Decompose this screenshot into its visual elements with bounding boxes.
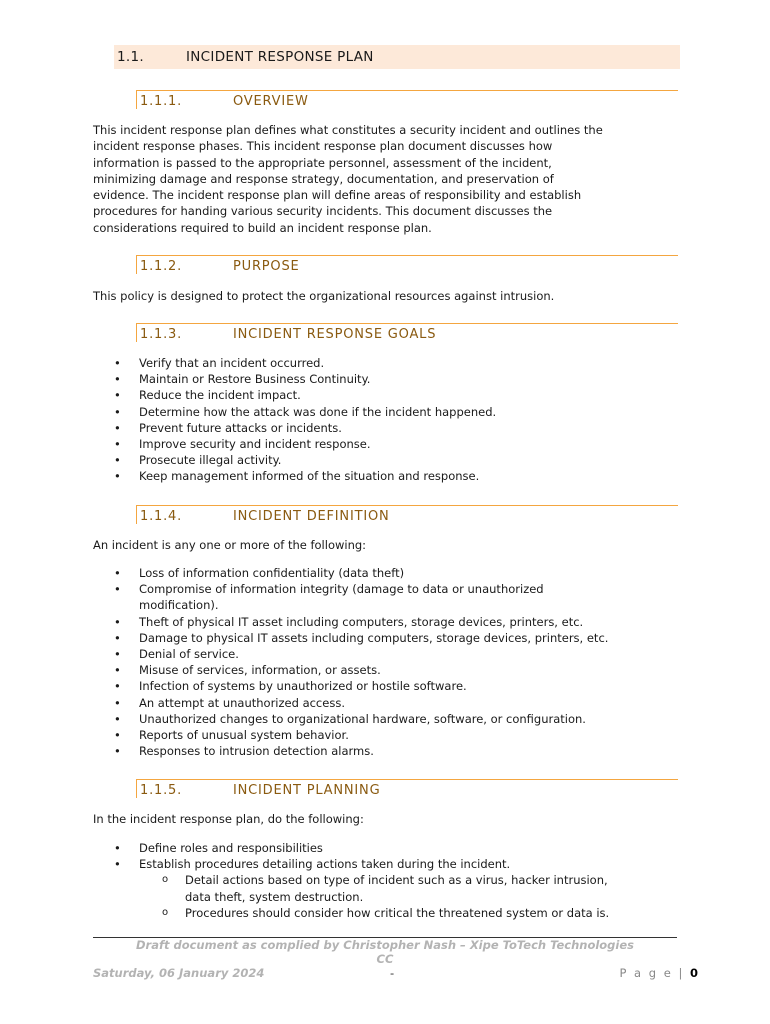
sub-list-item [139, 905, 693, 921]
list-item-text: Prosecute illegal activity. [139, 453, 282, 468]
list-item-text: Establish procedures detailing actions taken during the incident. [139, 857, 511, 872]
list-item [93, 856, 693, 921]
page-label: P a g e | [619, 966, 685, 980]
list-item [93, 404, 693, 420]
page-number: 0 [689, 966, 698, 980]
list-item [93, 840, 693, 856]
list-item-text: Denial of service. [139, 647, 239, 662]
list-item [93, 468, 693, 484]
list-item-text: Verify that an incident occurred. [139, 356, 325, 370]
list-item [93, 387, 693, 403]
sub-list-item-text: Detail actions based on type of incident such as a virus, hacker intrusion, [185, 873, 608, 888]
footer-author-line-2: CC [376, 952, 394, 966]
list-item-text: Theft of physical IT asset including computers, storage devices, printers, etc. [139, 614, 584, 629]
list-item [93, 646, 693, 662]
bullet-icon: • [114, 614, 121, 629]
sub-list-item-text-continued: data theft, system destruction. [185, 889, 364, 904]
list-item-text: Reduce the incident impact. [139, 388, 301, 403]
list-item [93, 743, 693, 759]
bullet-icon: • [114, 469, 121, 484]
paragraph-line: information is passed to the appropriate personnel, assessment of the incident, [93, 155, 552, 170]
list-item-text: Unauthorized changes to organizational hardware, software, or configuration. [139, 711, 586, 726]
list-item [93, 678, 693, 694]
heading-title: INCIDENT PLANNING [233, 783, 381, 798]
bullet-icon: • [114, 679, 121, 694]
bullet-icon: • [114, 437, 121, 452]
bullet-icon: • [114, 857, 121, 872]
planning-sublist [139, 872, 693, 921]
list-item-text: Responses to intrusion detection alarms. [139, 744, 374, 759]
list-item-text: Define roles and responsibilities [139, 841, 323, 855]
list-item [93, 711, 693, 727]
footer-author-line: Draft document as complied by Christopher Nash – Xipe ToTech Technologies [135, 938, 635, 952]
heading-title: INCIDENT RESPONSE GOALS [233, 327, 437, 342]
section-title: INCIDENT RESPONSE PLAN [186, 49, 374, 65]
list-item [93, 581, 693, 613]
planning-intro: In the incident response plan, do the following: [93, 812, 364, 826]
bullet-icon: • [114, 841, 121, 855]
list-item [93, 727, 693, 743]
bullet-icon: • [114, 695, 121, 710]
heading-planning [136, 779, 678, 798]
overview-paragraph [93, 122, 683, 236]
list-item-text: An attempt at unauthorized access. [139, 695, 345, 710]
list-item-text: Damage to physical IT assets including computers, storage devices, printers, etc. [139, 630, 609, 645]
bullet-icon: • [114, 663, 121, 678]
bullet-icon: • [114, 582, 121, 597]
circle-bullet-icon: o [162, 874, 169, 886]
list-item-text: Maintain or Restore Business Continuity. [139, 372, 371, 387]
paragraph-line: procedures for handing various security incidents. This document discusses the [93, 204, 553, 219]
list-item [93, 630, 693, 646]
list-item-text: Keep management informed of the situation and response. [139, 469, 480, 484]
footer-date: Saturday, 06 January 2024 [93, 966, 265, 980]
sub-list-item [139, 872, 693, 904]
list-item-text: Reports of unusual system behavior. [139, 728, 349, 743]
list-item [93, 662, 693, 678]
footer-separator: - [390, 966, 395, 980]
paragraph-line: evidence. The incident response plan will define areas of responsibility and establish [93, 188, 582, 203]
heading-title: INCIDENT DEFINITION [233, 509, 390, 524]
list-item [93, 436, 693, 452]
definition-list [93, 565, 693, 759]
heading-purpose [136, 255, 678, 274]
heading-number: 1.1.4. [140, 509, 183, 524]
sub-list-item-text: Procedures should consider how critical the threatened system or data is. [185, 905, 610, 920]
paragraph-line: minimizing damage and response strategy, documentation, and preservation of [93, 171, 554, 186]
bullet-icon: • [114, 453, 121, 468]
list-item-text: Misuse of services, information, or assets. [139, 663, 381, 678]
list-item [93, 565, 693, 581]
bullet-icon: • [114, 388, 121, 403]
list-item [93, 355, 693, 371]
list-item-text: Loss of information confidentiality (data theft) [139, 566, 405, 580]
footer-page-number [619, 966, 698, 980]
heading-number: 1.1.5. [140, 783, 183, 798]
list-item [93, 420, 693, 436]
list-item-text: Determine how the attack was done if the incident happened. [139, 404, 497, 419]
paragraph-line: This incident response plan defines what constitutes a security incident and outlines the [93, 123, 603, 137]
list-item-text-continued: modification). [139, 598, 219, 613]
goals-list [93, 355, 693, 485]
list-item-text: Compromise of information integrity (damage to data or unauthorized [139, 582, 544, 597]
list-item [93, 614, 693, 630]
purpose-paragraph: This policy is designed to protect the organizational resources against intrusion. [93, 289, 555, 303]
heading-title: PURPOSE [233, 259, 300, 274]
paragraph-line: incident response phases. This incident response plan document discusses how [93, 139, 553, 154]
heading-definition [136, 505, 678, 524]
bullet-icon: • [114, 728, 121, 743]
definition-intro: An incident is any one or more of the following: [93, 538, 367, 552]
heading-number: 1.1.2. [140, 259, 183, 274]
bullet-icon: • [114, 420, 121, 435]
bullet-icon: • [114, 372, 121, 387]
list-item [93, 452, 693, 468]
bullet-icon: • [114, 356, 121, 370]
section-number: 1.1. [117, 49, 144, 65]
list-item-text: Infection of systems by unauthorized or hostile software. [139, 679, 467, 694]
bullet-icon: • [114, 744, 121, 759]
heading-number: 1.1.3. [140, 327, 183, 342]
footer-author-note [93, 938, 677, 966]
paragraph-line: considerations required to build an incident response plan. [93, 220, 432, 235]
list-item [93, 371, 693, 387]
heading-overview [136, 90, 678, 109]
list-item-text: Prevent future attacks or incidents. [139, 420, 342, 435]
heading-goals [136, 323, 678, 342]
bullet-icon: • [114, 404, 121, 419]
heading-title: OVERVIEW [233, 94, 309, 109]
bullet-icon: • [114, 566, 121, 580]
list-item-text: Improve security and incident response. [139, 437, 371, 452]
planning-list [93, 840, 693, 921]
section-heading [114, 45, 680, 69]
heading-number: 1.1.1. [140, 94, 183, 109]
circle-bullet-icon: o [162, 906, 169, 918]
bullet-icon: • [114, 647, 121, 662]
bullet-icon: • [114, 630, 121, 645]
list-item [93, 695, 693, 711]
bullet-icon: • [114, 711, 121, 726]
